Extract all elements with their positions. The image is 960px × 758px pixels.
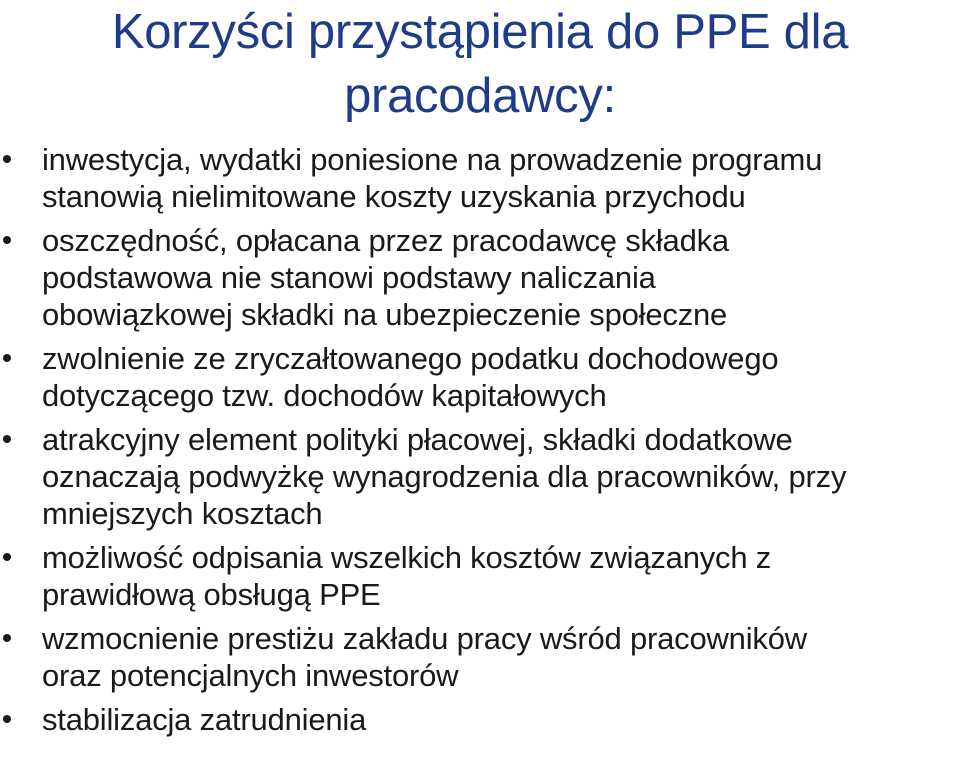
bullet-dot-icon: [3, 553, 11, 561]
bullet-dot-icon: [3, 435, 11, 443]
bullet-line: atrakcyjny element polityki płacowej, składki dodatkowe: [42, 422, 793, 457]
bullet-dot-icon: [3, 715, 11, 723]
bullet-item-prestige: [0, 620, 960, 694]
bullet-line: stabilizacja zatrudnienia: [42, 702, 367, 737]
bullet-item-investment: [0, 141, 960, 215]
bullet-item-employment-stability: [0, 701, 960, 738]
bullet-dot-icon: [3, 634, 11, 642]
bullet-line: oznaczają podwyżkę wynagrodzenia dla pracowników, przy: [42, 459, 847, 494]
bullet-line: podstawowa nie stanowi podstawy naliczania: [42, 260, 656, 295]
bullet-line: inwestycja, wydatki poniesione na prowadzenie programu: [42, 142, 823, 177]
bullet-line: stanowią nielimitowane koszty uzyskania przychodu: [42, 179, 746, 214]
bullet-line: dotyczącego tzw. dochodów kapitałowych: [42, 378, 607, 413]
slide-title-line-1: Korzyści przystąpienia do PPE dla: [111, 5, 849, 59]
bullet-line: obowiązkowej składki na ubezpieczenie społeczne: [42, 297, 728, 332]
slide-title-line-2: pracodawcy:: [344, 69, 616, 123]
bullet-line: mniejszych kosztach: [42, 496, 323, 531]
bullet-item-cost-writeoff: [0, 539, 960, 613]
bullet-item-savings: [0, 222, 960, 333]
bullet-line: wzmocnienie prestiżu zakładu pracy wśród pracowników: [42, 621, 807, 656]
bullet-item-tax-exemption: [0, 340, 960, 414]
bullet-line: możliwość odpisania wszelkich kosztów związanych z: [42, 540, 772, 575]
bullet-list: [0, 141, 960, 745]
bullet-dot-icon: [3, 155, 11, 163]
slide-title: [40, 0, 920, 128]
bullet-line: zwolnienie ze zryczałtowanego podatku dochodowego: [42, 341, 779, 376]
bullet-dot-icon: [3, 354, 11, 362]
bullet-dot-icon: [3, 236, 11, 244]
bullet-line: oraz potencjalnych inwestorów: [42, 658, 459, 693]
bullet-item-pay-policy: [0, 421, 960, 532]
bullet-line: oszczędność, opłacana przez pracodawcę składka: [42, 223, 729, 258]
bullet-line: prawidłową obsługą PPE: [42, 577, 381, 612]
